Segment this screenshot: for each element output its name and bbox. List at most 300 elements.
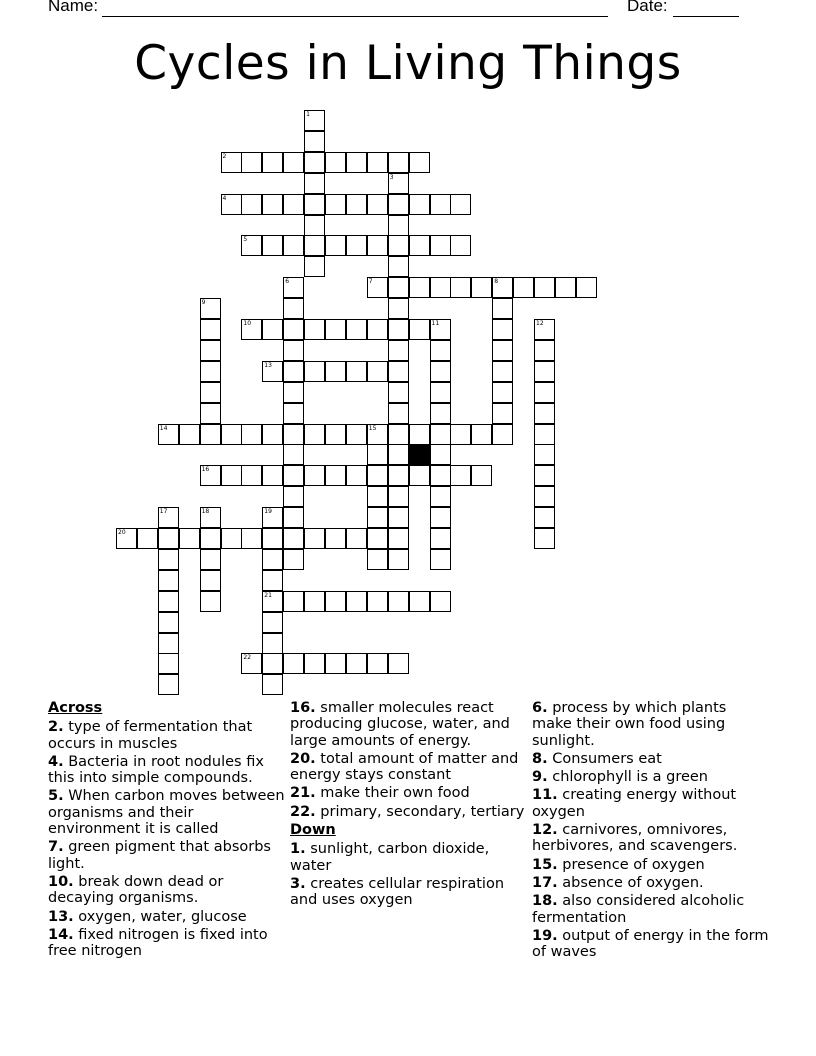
grid-cell[interactable]	[430, 340, 451, 361]
grid-cell[interactable]	[325, 653, 346, 674]
grid-cell[interactable]	[450, 424, 471, 445]
grid-cell[interactable]	[262, 507, 283, 528]
grid-cell[interactable]	[430, 591, 451, 612]
clue-item-text: process by which plants make their own food using sunlight.	[532, 700, 727, 749]
grid-cell[interactable]	[241, 152, 262, 173]
grid-cell[interactable]	[409, 465, 430, 486]
grid-cell[interactable]	[200, 403, 221, 424]
grid-cell[interactable]	[388, 653, 409, 674]
clue-number: 4	[222, 194, 227, 202]
grid-cell[interactable]	[346, 528, 367, 549]
grid-cell[interactable]	[471, 277, 492, 298]
clue-item-text: Bacteria in root nodules fix this into simple compounds.	[48, 753, 264, 787]
grid-cell[interactable]	[221, 528, 242, 549]
grid-cell[interactable]	[137, 528, 158, 549]
grid-cell[interactable]	[471, 424, 492, 445]
grid-cell[interactable]	[200, 591, 221, 612]
grid-cell[interactable]	[534, 465, 555, 486]
grid-cell[interactable]	[492, 424, 513, 445]
grid-cell[interactable]	[409, 194, 430, 215]
grid-cell[interactable]	[388, 215, 409, 236]
grid-cell[interactable]	[283, 340, 304, 361]
clue-item	[532, 769, 770, 785]
grid-cell[interactable]	[262, 528, 283, 549]
grid-cell[interactable]	[388, 361, 409, 382]
grid-cell[interactable]	[241, 465, 262, 486]
grid-cell[interactable]	[388, 424, 409, 445]
grid-cell[interactable]	[158, 549, 179, 570]
grid-cell[interactable]	[430, 403, 451, 424]
grid-cell[interactable]	[388, 403, 409, 424]
grid-cell[interactable]	[304, 319, 325, 340]
grid-cell[interactable]	[283, 444, 304, 465]
grid-cell[interactable]	[158, 612, 179, 633]
grid-cell[interactable]	[304, 361, 325, 382]
across-clue-list-continued	[290, 700, 528, 820]
clue-number: 17	[159, 508, 168, 516]
grid-cell[interactable]	[367, 277, 388, 298]
clue-item-number: 2.	[48, 719, 64, 736]
clue-item-text: Consumers eat	[547, 750, 662, 767]
grid-cell[interactable]	[492, 361, 513, 382]
clue-number: 7	[368, 278, 373, 286]
clue-item	[290, 785, 528, 801]
clue-item-text: output of energy in the form of waves	[532, 927, 769, 961]
grid-cell[interactable]	[262, 465, 283, 486]
grid-cell[interactable]	[200, 298, 221, 319]
grid-cell[interactable]	[221, 465, 242, 486]
grid-cell[interactable]	[179, 528, 200, 549]
grid-cell[interactable]	[430, 361, 451, 382]
grid-cell[interactable]	[283, 486, 304, 507]
grid-cell[interactable]	[450, 235, 471, 256]
grid-cell[interactable]	[430, 277, 451, 298]
grid-cell[interactable]	[367, 549, 388, 570]
grid-cell[interactable]	[283, 403, 304, 424]
grid-cell[interactable]	[346, 361, 367, 382]
grid-cell[interactable]	[534, 528, 555, 549]
grid-cell[interactable]	[158, 570, 179, 591]
clue-item-text: sunlight, carbon dioxide, water	[290, 841, 490, 874]
grid-cell[interactable]	[221, 152, 242, 173]
grid-cell[interactable]	[388, 340, 409, 361]
grid-cell[interactable]	[388, 152, 409, 173]
black-cell	[409, 444, 430, 465]
clue-number: 10	[243, 320, 252, 327]
grid-cell[interactable]	[325, 319, 346, 340]
name-label: Name:	[48, 0, 99, 15]
clue-number: 18	[201, 508, 210, 516]
grid-cell[interactable]	[450, 277, 471, 298]
grid-cell[interactable]	[430, 319, 451, 340]
grid-cell[interactable]	[388, 256, 409, 277]
grid-cell[interactable]	[241, 653, 262, 674]
clue-item	[290, 876, 528, 909]
grid-cell[interactable]	[200, 507, 221, 528]
grid-cell[interactable]	[367, 653, 388, 674]
grid-cell[interactable]	[534, 277, 555, 298]
grid-cell[interactable]	[409, 424, 430, 445]
grid-cell[interactable]	[346, 152, 367, 173]
grid-cell[interactable]	[158, 528, 179, 549]
grid-cell[interactable]	[304, 152, 325, 173]
grid-cell[interactable]	[513, 277, 534, 298]
clues-column-3	[532, 700, 770, 962]
page-title: Cycles in Living Things	[134, 36, 682, 91]
grid-cell[interactable]	[241, 319, 262, 340]
grid-cell[interactable]	[388, 298, 409, 319]
grid-cell[interactable]	[304, 131, 325, 152]
clue-item-text: total amount of matter and energy stays constant	[290, 750, 519, 784]
grid-cell[interactable]	[430, 549, 451, 570]
grid-cell[interactable]	[283, 194, 304, 215]
grid-cell[interactable]	[262, 674, 283, 695]
clue-item	[48, 719, 286, 752]
clue-number: 22	[243, 654, 252, 662]
grid-cell[interactable]	[409, 319, 430, 340]
grid-cell[interactable]	[534, 382, 555, 403]
grid-cell[interactable]	[262, 633, 283, 654]
clue-item-text: smaller molecules react producing glucose, water, and large amounts of energy.	[290, 700, 510, 749]
clue-number: 2	[222, 152, 227, 160]
grid-cell[interactable]	[325, 235, 346, 256]
grid-cell[interactable]	[304, 235, 325, 256]
clue-item-number: 21.	[290, 785, 316, 802]
grid-cell[interactable]	[325, 194, 346, 215]
clue-item-text: make their own food	[315, 785, 470, 802]
clue-number: 21	[264, 591, 272, 599]
clue-number: 1	[306, 111, 310, 118]
grid-cell[interactable]	[241, 424, 262, 445]
grid-cell[interactable]	[283, 549, 304, 570]
grid-cell[interactable]	[283, 528, 304, 549]
clue-item-number: 3.	[290, 875, 306, 892]
grid-cell[interactable]	[158, 424, 179, 445]
grid-cell[interactable]	[200, 361, 221, 382]
grid-cell[interactable]	[367, 465, 388, 486]
grid-cell[interactable]	[304, 528, 325, 549]
clue-item-number: 12.	[532, 822, 558, 839]
clue-number: 5	[243, 236, 248, 244]
grid-cell[interactable]	[492, 403, 513, 424]
grid-cell[interactable]	[346, 653, 367, 674]
grid-cell[interactable]	[283, 507, 304, 528]
clue-item-number: 10.	[48, 873, 74, 890]
grid-cell[interactable]	[200, 319, 221, 340]
grid-cell[interactable]	[388, 194, 409, 215]
grid-cell[interactable]	[367, 361, 388, 382]
clue-item-number: 6.	[532, 700, 548, 716]
down-clue-list	[290, 841, 528, 908]
grid-cell[interactable]	[283, 465, 304, 486]
clue-number: 13	[264, 361, 272, 369]
clues-column-1	[48, 700, 286, 961]
clue-item-number: 15.	[532, 856, 558, 873]
grid-cell[interactable]	[367, 486, 388, 507]
grid-cell[interactable]	[430, 424, 451, 445]
clue-item-number: 5.	[48, 788, 64, 805]
grid-cell[interactable]	[283, 319, 304, 340]
grid-cell[interactable]	[200, 570, 221, 591]
grid-cell[interactable]	[388, 277, 409, 298]
grid-cell[interactable]	[221, 424, 242, 445]
grid-cell[interactable]	[367, 152, 388, 173]
clue-item	[532, 822, 770, 855]
grid-cell[interactable]	[283, 382, 304, 403]
grid-cell[interactable]	[325, 528, 346, 549]
clue-item	[290, 804, 528, 820]
grid-cell[interactable]	[430, 382, 451, 403]
clue-item-number: 14.	[48, 926, 74, 943]
clue-item	[532, 893, 770, 926]
grid-cell[interactable]	[367, 444, 388, 465]
clue-item-text: chlorophyll is a green	[547, 769, 709, 786]
grid-cell[interactable]	[283, 424, 304, 445]
clue-item	[532, 875, 770, 891]
grid-cell[interactable]	[179, 424, 200, 445]
grid-cell[interactable]	[388, 173, 409, 194]
grid-cell[interactable]	[116, 528, 137, 549]
grid-cell[interactable]	[534, 444, 555, 465]
grid-cell[interactable]	[200, 340, 221, 361]
grid-cell[interactable]	[492, 277, 513, 298]
clue-item-text: fixed nitrogen is fixed into free nitrogen	[48, 926, 268, 960]
grid-cell[interactable]	[534, 486, 555, 507]
grid-cell[interactable]	[325, 591, 346, 612]
clue-item-number: 7.	[48, 839, 64, 856]
clue-item-text: oxygen, water, glucose	[73, 908, 247, 925]
clue-item-number: 19.	[532, 927, 558, 944]
grid-cell[interactable]	[534, 340, 555, 361]
clue-item	[48, 839, 286, 872]
grid-cell[interactable]	[304, 465, 325, 486]
clue-item-text: creates cellular respiration and uses oxygen	[290, 875, 505, 909]
across-clue-list	[48, 719, 286, 959]
grid-cell[interactable]	[283, 235, 304, 256]
clue-item-text: also considered alcoholic fermentation	[532, 893, 745, 926]
grid-cell[interactable]	[158, 674, 179, 695]
grid-cell[interactable]	[158, 591, 179, 612]
grid-cell[interactable]	[200, 528, 221, 549]
grid-cell[interactable]	[262, 424, 283, 445]
clue-number: 6	[285, 278, 290, 286]
grid-cell[interactable]	[304, 424, 325, 445]
grid-cell[interactable]	[158, 653, 179, 674]
clue-item	[532, 857, 770, 873]
grid-cell[interactable]	[304, 215, 325, 236]
clue-number: 9	[201, 299, 206, 307]
grid-cell[interactable]	[388, 444, 409, 465]
date-label: Date:	[627, 0, 668, 15]
clue-item	[48, 927, 286, 960]
grid-cell[interactable]	[367, 528, 388, 549]
grid-cell[interactable]	[471, 465, 492, 486]
grid-cell[interactable]	[534, 507, 555, 528]
grid-cell[interactable]	[304, 591, 325, 612]
clue-item-text: primary, secondary, tertiary	[315, 803, 525, 820]
grid-cell[interactable]	[304, 194, 325, 215]
grid-cell[interactable]	[534, 424, 555, 445]
grid-cell[interactable]	[492, 319, 513, 340]
clue-item	[48, 788, 286, 837]
clue-item-number: 20.	[290, 750, 316, 767]
clue-item	[290, 841, 528, 874]
grid-cell[interactable]	[367, 507, 388, 528]
clue-item-number: 16.	[290, 700, 316, 716]
grid-cell[interactable]	[409, 277, 430, 298]
clue-item-text: carnivores, omnivores, herbivores, and scavengers.	[532, 822, 738, 855]
grid-cell[interactable]	[409, 591, 430, 612]
grid-cell[interactable]	[221, 194, 242, 215]
grid-cell[interactable]	[409, 235, 430, 256]
grid-cell[interactable]	[304, 256, 325, 277]
grid-cell[interactable]	[241, 235, 262, 256]
grid-cell[interactable]	[367, 235, 388, 256]
clue-item-text: creating energy without oxygen	[532, 787, 737, 820]
clue-item	[532, 751, 770, 767]
grid-cell[interactable]	[346, 235, 367, 256]
grid-cell[interactable]	[262, 653, 283, 674]
grid-cell[interactable]	[158, 507, 179, 528]
grid-cell[interactable]	[534, 319, 555, 340]
grid-cell[interactable]	[388, 235, 409, 256]
grid-cell[interactable]	[304, 173, 325, 194]
grid-cell[interactable]	[304, 653, 325, 674]
grid-cell[interactable]	[409, 152, 430, 173]
grid-cell[interactable]	[388, 486, 409, 507]
grid-cell[interactable]	[346, 424, 367, 445]
clue-item-text: green pigment that absorbs light.	[48, 839, 271, 872]
grid-cell[interactable]	[388, 507, 409, 528]
clue-item-text: absence of oxygen.	[557, 874, 704, 891]
grid-cell[interactable]	[283, 277, 304, 298]
clue-number: 8	[494, 278, 499, 286]
grid-cell[interactable]	[367, 194, 388, 215]
grid-cell[interactable]	[388, 319, 409, 340]
clue-item-number: 22.	[290, 803, 316, 820]
clue-number: 20	[118, 529, 126, 536]
grid-cell[interactable]	[325, 465, 346, 486]
grid-cell[interactable]	[262, 235, 283, 256]
down-clue-list-continued	[532, 700, 770, 960]
grid-cell[interactable]	[283, 591, 304, 612]
grid-cell[interactable]	[534, 403, 555, 424]
clue-item	[48, 909, 286, 925]
grid-cell[interactable]	[346, 319, 367, 340]
grid-cell[interactable]	[283, 361, 304, 382]
grid-cell[interactable]	[346, 194, 367, 215]
grid-cell[interactable]	[283, 653, 304, 674]
clue-item-text: presence of oxygen	[557, 856, 705, 873]
clue-item	[532, 787, 770, 820]
clue-item-number: 4.	[48, 753, 64, 770]
grid-cell[interactable]	[304, 110, 325, 131]
grid-cell[interactable]	[262, 591, 283, 612]
grid-cell[interactable]	[430, 528, 451, 549]
clue-item-number: 18.	[532, 893, 558, 910]
grid-cell[interactable]	[367, 591, 388, 612]
grid-cell[interactable]	[262, 612, 283, 633]
clue-number: 15	[368, 424, 377, 432]
clue-item	[290, 700, 528, 749]
grid-cell[interactable]	[492, 382, 513, 403]
grid-cell[interactable]	[576, 277, 597, 298]
clue-item	[48, 754, 286, 787]
grid-cell[interactable]	[200, 382, 221, 403]
grid-cell[interactable]	[200, 465, 221, 486]
grid-cell[interactable]	[325, 424, 346, 445]
grid-cell[interactable]	[200, 549, 221, 570]
clue-item	[290, 751, 528, 784]
clue-number: 12	[536, 320, 544, 327]
grid-cell[interactable]	[388, 382, 409, 403]
grid-cell[interactable]	[262, 319, 283, 340]
grid-cell[interactable]	[388, 591, 409, 612]
grid-cell[interactable]	[450, 194, 471, 215]
grid-cell[interactable]	[430, 507, 451, 528]
clue-item-number: 13.	[48, 908, 74, 925]
grid-cell[interactable]	[262, 194, 283, 215]
grid-cell[interactable]	[262, 361, 283, 382]
grid-cell[interactable]	[492, 298, 513, 319]
grid-cell[interactable]	[241, 194, 262, 215]
clue-item	[532, 700, 770, 749]
clue-item-text: type of fermentation that occurs in muscles	[48, 719, 253, 752]
grid-cell[interactable]	[388, 528, 409, 549]
grid-cell[interactable]	[492, 340, 513, 361]
grid-cell[interactable]	[325, 361, 346, 382]
grid-cell[interactable]	[283, 298, 304, 319]
grid-cell[interactable]	[367, 424, 388, 445]
clue-item-number: 17.	[532, 874, 558, 891]
grid-cell[interactable]	[241, 528, 262, 549]
grid-cell[interactable]	[430, 194, 451, 215]
clues-column-2	[290, 700, 528, 911]
grid-cell[interactable]	[388, 549, 409, 570]
grid-cell[interactable]	[262, 152, 283, 173]
grid-cell[interactable]	[346, 465, 367, 486]
grid-cell[interactable]	[450, 465, 471, 486]
grid-cell[interactable]	[262, 549, 283, 570]
grid-cell[interactable]	[346, 591, 367, 612]
grid-cell[interactable]	[430, 444, 451, 465]
grid-cell[interactable]	[430, 486, 451, 507]
clue-item-number: 1.	[290, 841, 306, 858]
grid-cell[interactable]	[262, 570, 283, 591]
clue-item-text: When carbon moves between organisms and their environment it is called	[48, 788, 285, 838]
grid-cell[interactable]	[158, 633, 179, 654]
clue-number: 3	[389, 173, 394, 181]
grid-cell[interactable]	[430, 465, 451, 486]
grid-cell[interactable]	[200, 424, 221, 445]
grid-cell[interactable]	[283, 152, 304, 173]
grid-cell[interactable]	[388, 465, 409, 486]
clue-number: 19	[264, 508, 272, 516]
clue-item	[48, 874, 286, 907]
across-heading: Across	[48, 700, 103, 716]
grid-cell[interactable]	[430, 235, 451, 256]
grid-cell[interactable]	[367, 319, 388, 340]
clue-item	[532, 928, 770, 961]
clue-item-text: break down dead or decaying organisms.	[48, 873, 224, 907]
down-heading: Down	[290, 822, 336, 839]
clue-number: 11	[431, 320, 440, 327]
clue-item-number: 9.	[532, 769, 548, 786]
grid-cell[interactable]	[555, 277, 576, 298]
grid-cell[interactable]	[325, 152, 346, 173]
grid-cell[interactable]	[534, 361, 555, 382]
clue-item-number: 8.	[532, 750, 548, 767]
